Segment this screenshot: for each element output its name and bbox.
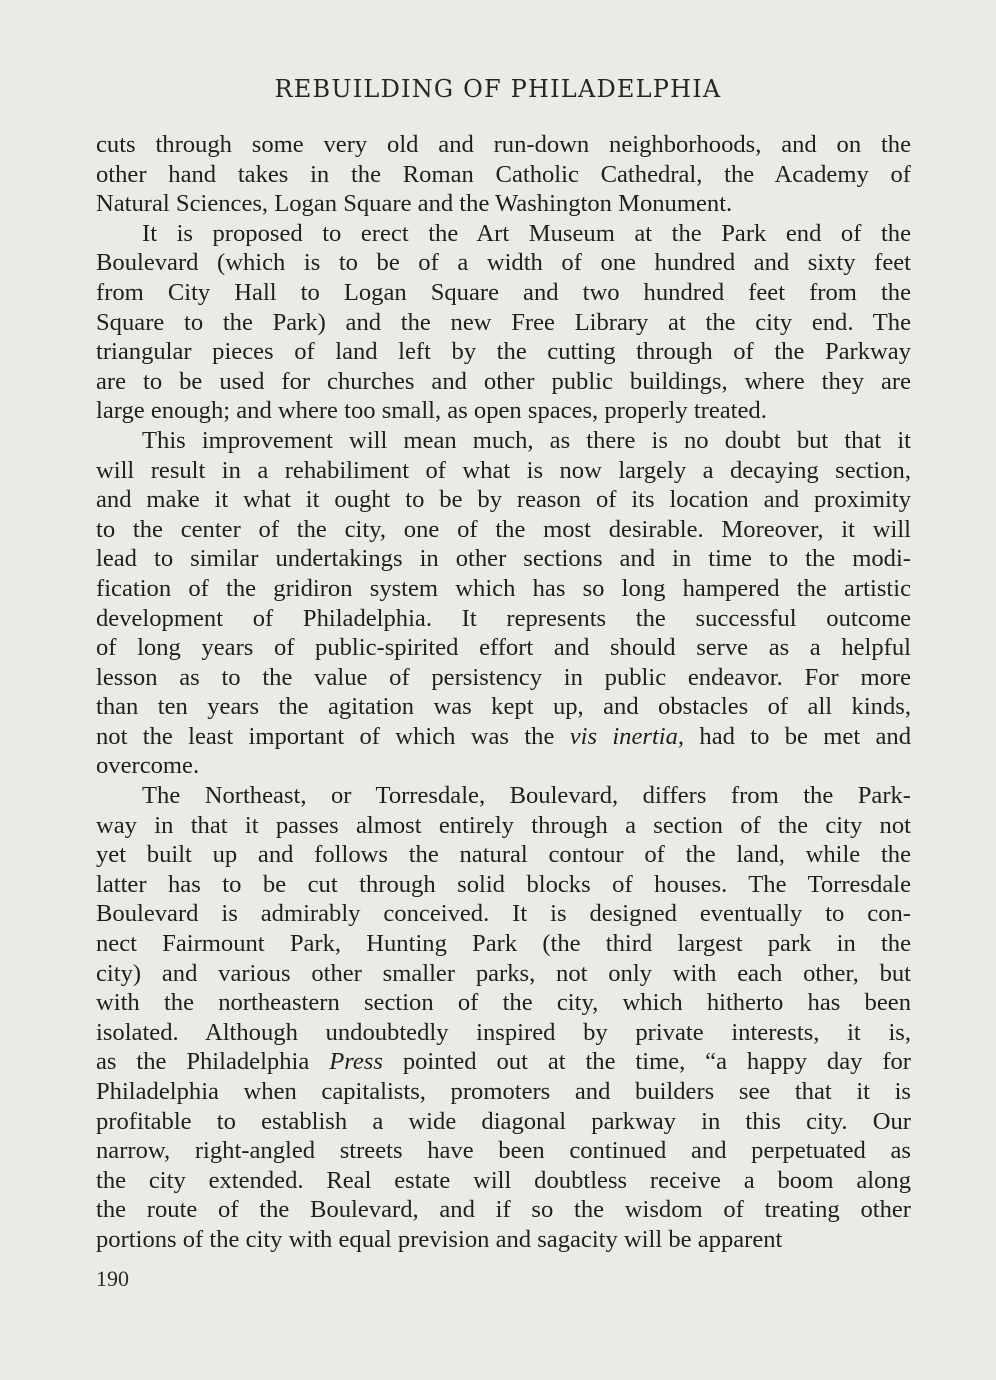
body-text <box>96 130 911 1255</box>
text-segment: and make it what it ought to be by reason of its location and proximity <box>96 486 911 514</box>
text-segment: latter has to be cut through solid blocks of houses. The Torresdale <box>96 870 911 898</box>
text-segment: Boulevard is admirably conceived. It is designed eventually to con- <box>96 900 911 928</box>
text-line <box>96 840 911 870</box>
text-line <box>96 870 911 900</box>
text-segment: the route of the Boulevard, and if so the wisdom of treating other <box>96 1196 911 1224</box>
text-segment: city) and various other smaller parks, not only with each other, but <box>96 959 911 987</box>
text-line <box>96 899 911 929</box>
text-line <box>96 337 911 367</box>
italic-text: Press <box>329 1048 383 1076</box>
text-segment: narrow, right-angled streets have been continued and perpetuated as <box>96 1137 911 1165</box>
text-segment: Square to the Park) and the new Free Library at the city end. The <box>96 308 911 336</box>
page-number: 190 <box>96 1266 129 1291</box>
text-line <box>96 367 911 397</box>
text-line <box>96 278 911 308</box>
text-segment: will result in a rehabiliment of what is now largely a decaying section, <box>96 456 911 484</box>
text-segment: isolated. Although undoubtedly inspired by private interests, it is, <box>96 1018 911 1046</box>
text-segment: cuts through some very old and run-down neighborhoods, and on the <box>96 131 911 158</box>
text-line <box>96 959 911 989</box>
text-segment: are to be used for churches and other public buildings, where they are <box>96 367 911 395</box>
text-segment: triangular pieces of land left by the cutting through of the Parkway <box>96 338 911 366</box>
text-segment: not the least important of which was the <box>96 722 570 750</box>
text-segment: fication of the gridiron system which has so long hampered the artistic <box>96 574 911 602</box>
text-line <box>96 1047 911 1077</box>
text-line <box>96 515 911 545</box>
text-line <box>96 604 911 634</box>
text-line <box>96 189 911 219</box>
text-segment: of long years of public-spirited effort and should serve as a helpful <box>96 634 911 662</box>
text-segment: had to be met and <box>684 722 911 750</box>
text-line <box>96 781 911 811</box>
text-line <box>96 160 911 190</box>
text-line <box>96 751 911 781</box>
text-line <box>96 1166 911 1196</box>
text-line <box>96 219 911 249</box>
text-segment: portions of the city with equal prevision and sagacity will be apparent <box>96 1225 783 1253</box>
text-segment: pointed out at the time, “a happy day for <box>382 1048 911 1076</box>
text-segment: the city extended. Real estate will doubtless receive a boom along <box>96 1166 911 1194</box>
text-line <box>96 1018 911 1048</box>
text-segment: Philadelphia when capitalists, promoters and builders see that it is <box>96 1078 911 1105</box>
text-line <box>96 929 911 959</box>
italic-text: vis inertia, <box>569 722 685 750</box>
text-segment: yet built up and follows the natural contour of the land, while the <box>96 841 911 869</box>
text-segment: lesson as to the value of persistency in public endeavor. For more <box>96 663 911 691</box>
text-line <box>96 248 911 278</box>
text-segment: profitable to establish a wide diagonal parkway in this city. Our <box>96 1107 911 1135</box>
text-segment: than ten years the agitation was kept up, and obstacles of all kinds, <box>96 693 911 721</box>
text-line <box>96 1225 911 1255</box>
text-segment: large enough; and where too small, as open spaces, properly treated. <box>96 397 767 425</box>
text-line <box>96 1107 911 1137</box>
text-line <box>96 308 911 338</box>
text-line <box>96 485 911 515</box>
text-line <box>96 456 911 486</box>
text-line <box>96 130 911 160</box>
text-segment: way in that it passes almost entirely through a section of the city not <box>96 811 911 839</box>
text-line <box>96 1077 911 1107</box>
text-line <box>96 988 911 1018</box>
running-head: REBUILDING OF PHILADELPHIA <box>274 75 722 103</box>
text-segment: Boulevard (which is to be of a width of one hundred and sixty feet <box>96 249 911 277</box>
text-line <box>96 1195 911 1225</box>
text-segment: to the center of the city, one of the most desirable. Moreover, it will <box>96 515 911 543</box>
text-segment: with the northeastern section of the city, which hitherto has been <box>96 989 911 1017</box>
text-line <box>96 426 911 456</box>
text-line <box>96 1136 911 1166</box>
text-line <box>96 663 911 693</box>
text-segment: This improvement will mean much, as there is no doubt but that it <box>142 426 911 454</box>
text-segment: as the Philadelphia <box>96 1048 330 1076</box>
text-segment: lead to similar undertakings in other sections and in time to the modi- <box>96 545 911 573</box>
text-line <box>96 811 911 841</box>
text-line <box>96 633 911 663</box>
text-line <box>96 544 911 574</box>
text-segment: overcome. <box>96 752 200 780</box>
text-segment: Natural Sciences, Logan Square and the Washington Monument. <box>96 190 733 218</box>
text-segment: The Northeast, or Torresdale, Boulevard, differs from the Park- <box>142 782 911 810</box>
text-line <box>96 692 911 722</box>
text-line <box>96 722 911 752</box>
text-segment: development of Philadelphia. It represents the successful outcome <box>96 604 911 632</box>
text-segment: from City Hall to Logan Square and two hundred feet from the <box>96 278 911 306</box>
text-segment: nect Fairmount Park, Hunting Park (the third largest park in the <box>96 930 911 958</box>
text-segment: other hand takes in the Roman Catholic Cathedral, the Academy of <box>96 160 911 188</box>
text-line <box>96 574 911 604</box>
text-segment: It is proposed to erect the Art Museum at the Park end of the <box>142 219 911 247</box>
text-line <box>96 396 911 426</box>
